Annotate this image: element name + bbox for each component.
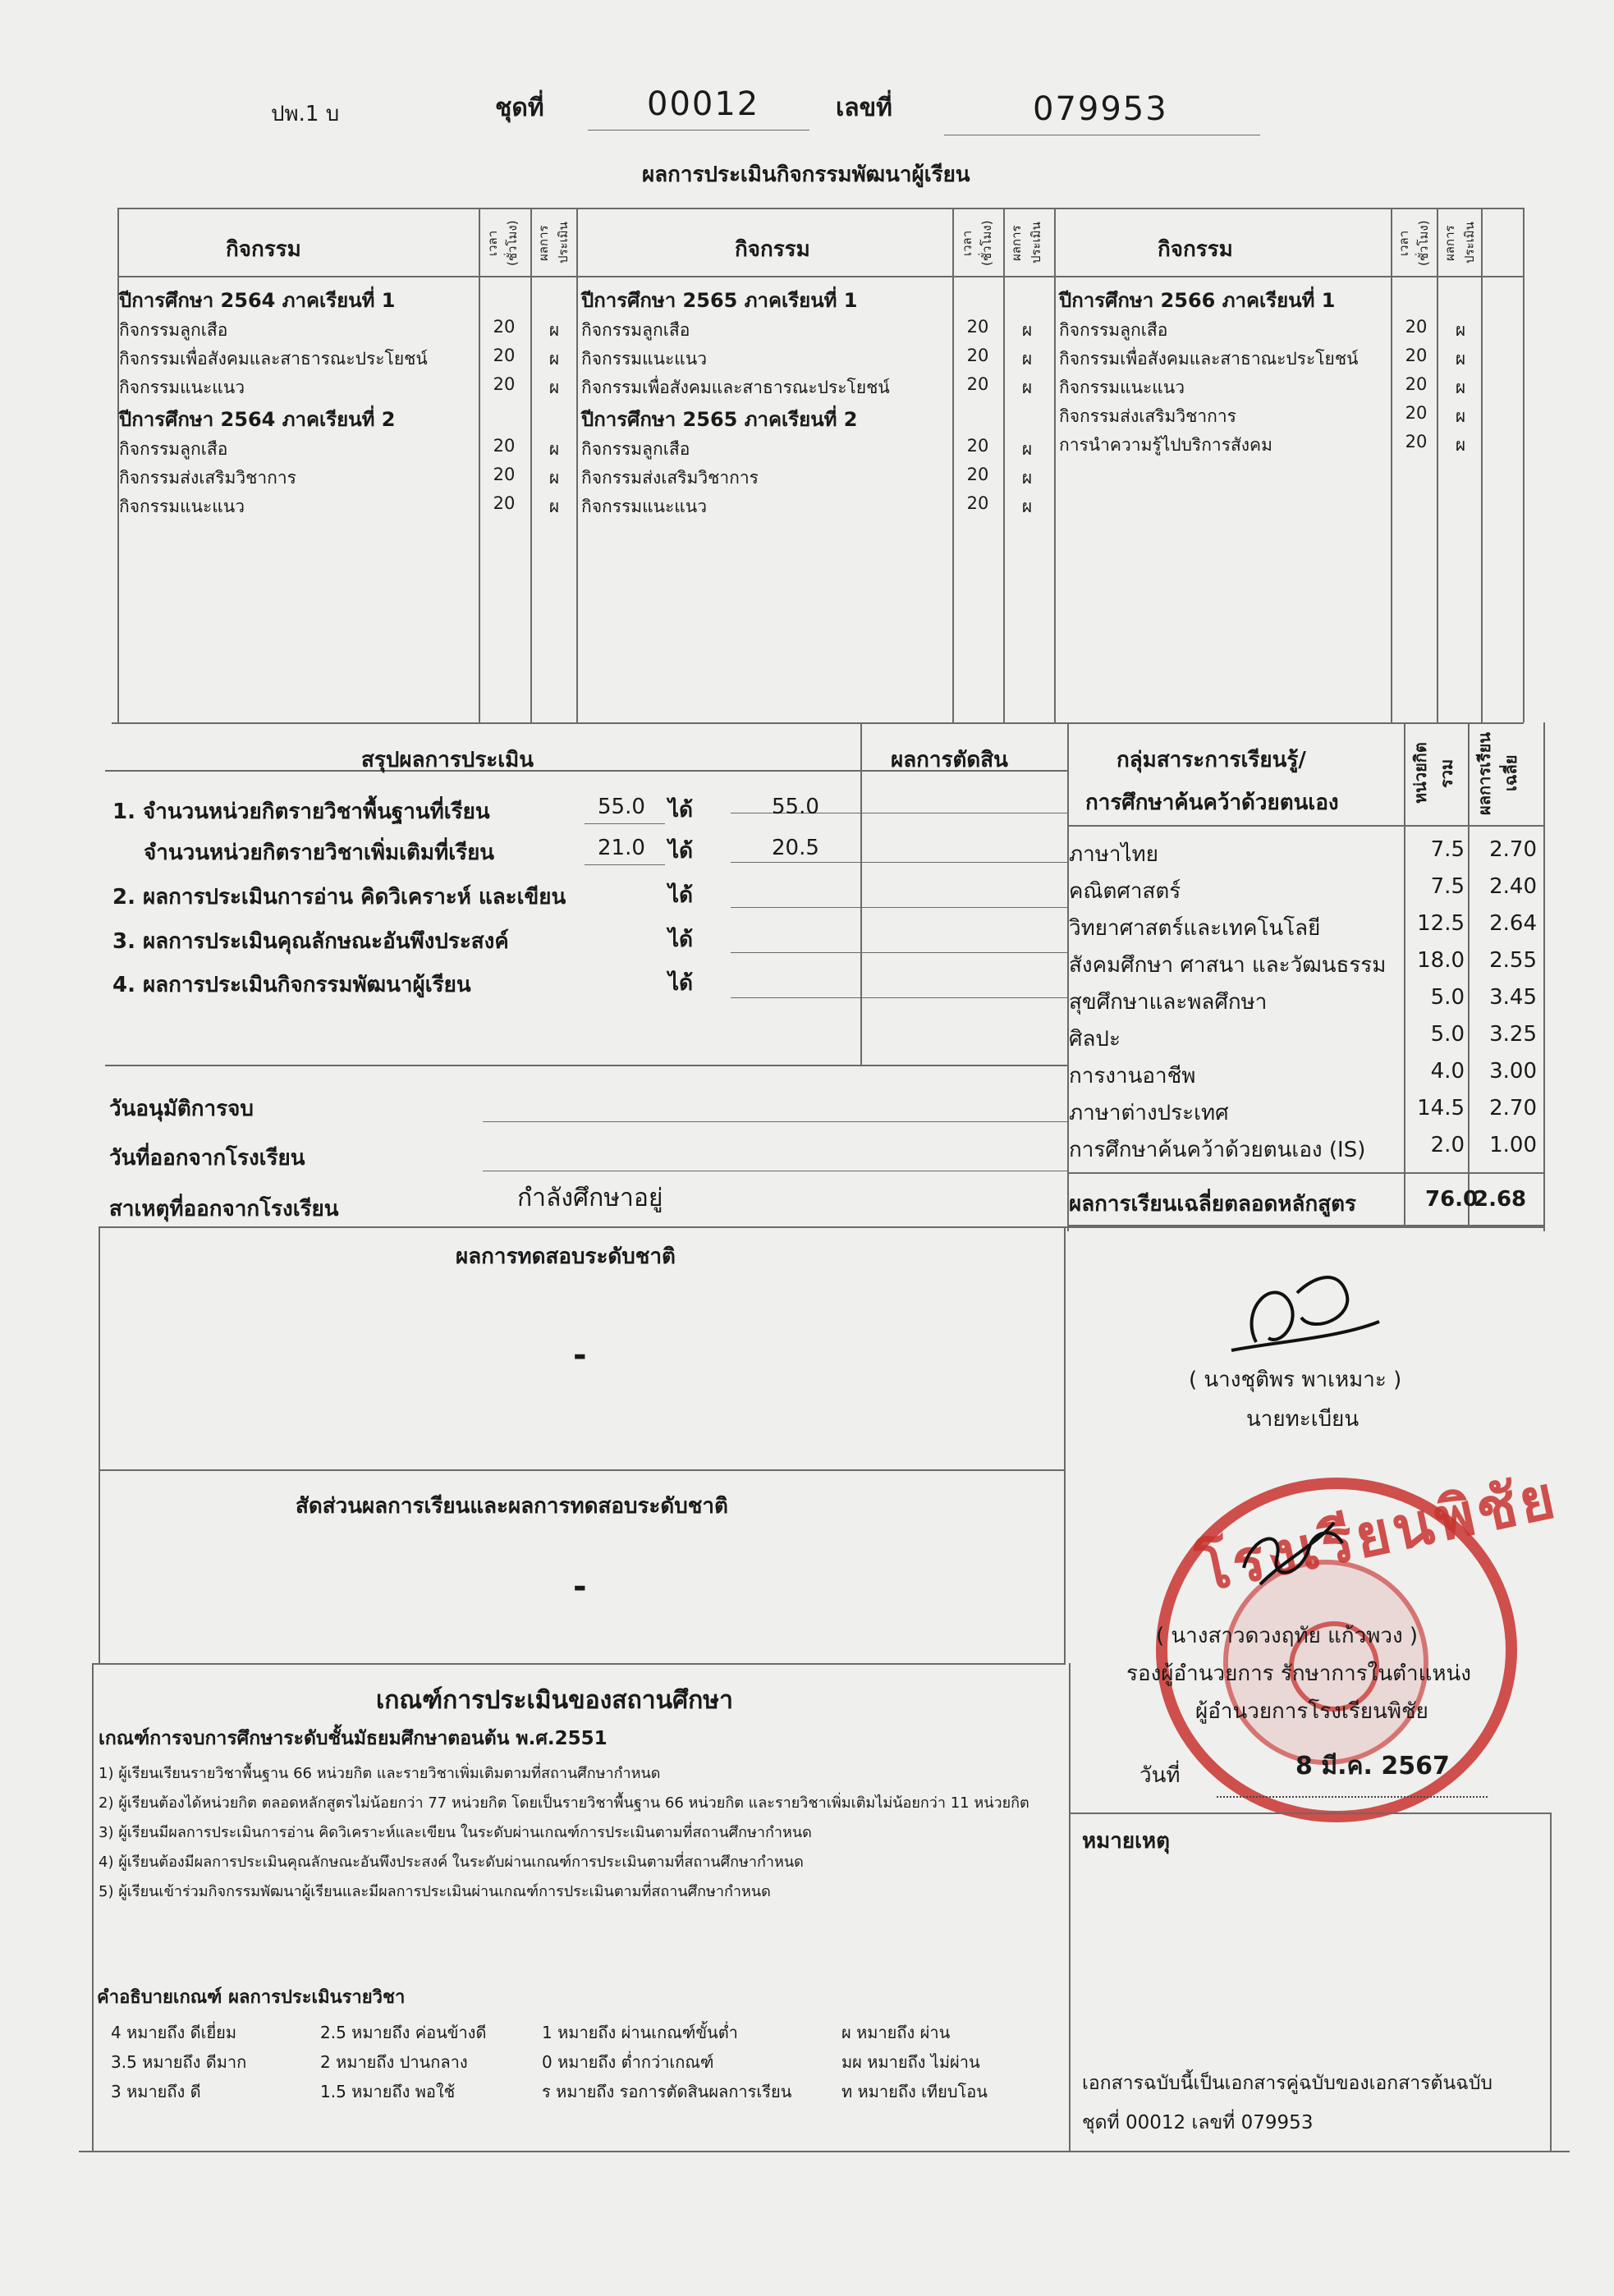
subject-credits: 5.0 xyxy=(1430,985,1465,1010)
ratio-value: - xyxy=(573,1568,587,1606)
activity-result: ผ xyxy=(1455,406,1466,426)
page-title: ผลการประเมินกิจกรรมพัฒนาผู้เรียน xyxy=(642,163,970,187)
activity-hours: 20 xyxy=(966,374,989,394)
criteria-item: 2) ผู้เรียนต้องได้หน่วยกิต ตลอดหลักสูตรไม่น้อยกว่า 77 หน่วยกิต โดยเป็นรายวิชาพื้นฐาน 66 หน่วยกิต และรายวิชาเพิ่มเติมไม่น้อยกว่า 11 หน่วยกิต xyxy=(99,1794,1029,1812)
director-name: ( นางสาวดวงฤทัย แก้วพวง ) xyxy=(1156,1624,1419,1648)
subject-credits: 4.0 xyxy=(1430,1059,1465,1084)
legend-entry: ผ หมายถึง ผ่าน xyxy=(841,2023,951,2042)
activity-col-header: กิจกรรม xyxy=(735,237,810,262)
subject-credits: 18.0 xyxy=(1417,948,1465,973)
subjects-total-credits: 76.0 xyxy=(1425,1187,1479,1212)
summary-item-1-value1: 55.0 xyxy=(598,795,645,819)
activity-name: กิจกรรมแนะแนว xyxy=(1059,378,1185,397)
director-title-line2: ผู้อำนวยการโรงเรียนพิชัย xyxy=(1195,1699,1428,1724)
remarks-line1: เอกสารฉบับนี้เป็นเอกสารคู่ฉบับของเอกสารต้นฉบับ xyxy=(1082,2073,1493,2094)
legend-entry: ร หมายถึง รอการตัดสินผลการเรียน xyxy=(542,2082,792,2101)
activity-col-header: กิจกรรม xyxy=(226,237,301,262)
summary-item-1b-got: ได้ xyxy=(668,839,693,864)
activity-hours: 20 xyxy=(493,465,516,484)
summary-item-3-got: ได้ xyxy=(668,928,693,952)
summary-item-4-label: 4. ผลการประเมินกิจกรรมพัฒนาผู้เรียน xyxy=(112,973,471,997)
activity-hours: 20 xyxy=(1405,432,1428,451)
summary-item-1-got: ได้ xyxy=(668,798,693,823)
subject-grade: 2.40 xyxy=(1489,874,1537,899)
legend-entry: 1.5 หมายถึง พอใช้ xyxy=(320,2082,456,2101)
activity-name: กิจกรรมเพื่อสังคมและสาธารณะประโยชน์ xyxy=(581,378,890,397)
activity-result: ผ xyxy=(1455,378,1466,397)
summary-item-1-label: 1. จำนวนหน่วยกิตรายวิชาพื้นฐานที่เรียน xyxy=(112,800,490,824)
subject-name: สังคมศึกษา ศาสนา และวัฒนธรรม xyxy=(1069,953,1387,978)
activity-result: ผ xyxy=(1021,497,1033,516)
summary-item-1b-value1: 21.0 xyxy=(598,836,645,860)
legend-entry: 2 หมายถึง ปานกลาง xyxy=(320,2052,468,2072)
registrar-name: ( นางชุติพร พาเหมาะ ) xyxy=(1189,1368,1402,1392)
hours-header: เวลา (ชั่วโมง) xyxy=(1396,220,1431,266)
legend-entry: 3.5 หมายถึง ดีมาก xyxy=(111,2052,247,2072)
date-label: วันที่ xyxy=(1139,1763,1181,1788)
result-header: ผลการ ประเมิน xyxy=(536,222,571,264)
legend-title: คำอธิบายเกณฑ์ ผลการประเมินรายวิชา xyxy=(97,1987,406,2008)
date-value: 8 มี.ค. 2567 xyxy=(1295,1752,1450,1780)
activity-name: กิจกรรมแนะแนว xyxy=(581,497,707,516)
subject-credits: 2.0 xyxy=(1430,1133,1465,1157)
activity-result: ผ xyxy=(1021,349,1033,369)
activity-result: ผ xyxy=(548,497,560,516)
activity-name: กิจกรรมเพื่อสังคมและสาธารณะประโยชน์ xyxy=(119,349,428,369)
activity-hours: 20 xyxy=(966,493,989,513)
subject-grade: 2.55 xyxy=(1489,948,1537,973)
legend-entry: 2.5 หมายถึง ค่อนข้างดี xyxy=(320,2023,487,2042)
subject-credits: 12.5 xyxy=(1417,911,1465,936)
summary-item-3-label: 3. ผลการประเมินคุณลักษณะอันพึงประสงค์ xyxy=(112,929,509,954)
activity-hours: 20 xyxy=(493,436,516,456)
result-header: ผลการ ประเมิน xyxy=(1442,222,1477,264)
subject-credits: 7.5 xyxy=(1430,837,1465,862)
summary-item-4-got: ได้ xyxy=(668,971,693,996)
activity-result: ผ xyxy=(548,468,560,488)
result-header: ผลการ ประเมิน xyxy=(1009,222,1043,264)
criteria-subtitle: เกณฑ์การจบการศึกษาระดับชั้นมัธยมศึกษาตอนต้น พ.ศ.2551 xyxy=(99,1728,608,1749)
activity-name: กิจกรรมแนะแนว xyxy=(119,378,245,397)
activity-hours: 20 xyxy=(493,374,516,394)
activity-result: ผ xyxy=(1021,439,1033,459)
activity-term-heading: ปีการศึกษา 2566 ภาคเรียนที่ 1 xyxy=(1059,289,1336,312)
director-signature xyxy=(1227,1510,1350,1601)
subjects-total-grade: 2.68 xyxy=(1474,1187,1527,1212)
leave-reason-value: กำลังศึกษาอยู่ xyxy=(517,1184,663,1212)
activity-term-heading: ปีการศึกษา 2564 ภาคเรียนที่ 1 xyxy=(119,289,396,312)
activity-result: ผ xyxy=(1455,320,1466,340)
summary-item-1-value2: 55.0 xyxy=(772,795,819,819)
activity-name: กิจกรรมลูกเสือ xyxy=(581,320,690,340)
activity-term-heading: ปีการศึกษา 2565 ภาคเรียนที่ 2 xyxy=(581,408,858,431)
national-test-value: - xyxy=(573,1336,587,1374)
activity-hours: 20 xyxy=(966,346,989,365)
activity-hours: 20 xyxy=(1405,317,1428,337)
activity-result: ผ xyxy=(1455,349,1466,369)
criteria-item: 1) ผู้เรียนเรียนรายวิชาพื้นฐาน 66 หน่วยกิต และรายวิชาเพิ่มเติมตามที่สถานศึกษากำหนด xyxy=(99,1765,661,1782)
set-label: ชุดที่ xyxy=(495,94,544,122)
subject-name: คณิตศาสตร์ xyxy=(1069,879,1181,904)
subject-name: สุขศึกษาและพลศึกษา xyxy=(1069,990,1268,1015)
subject-credits: 5.0 xyxy=(1430,1022,1465,1047)
subject-credits: 7.5 xyxy=(1430,874,1465,899)
legend-entry: ท หมายถึง เทียบโอน xyxy=(841,2082,988,2101)
activity-hours: 20 xyxy=(966,465,989,484)
activity-name: กิจกรรมเพื่อสังคมและสาธาณะประโยชน์ xyxy=(1059,349,1359,369)
subject-name: วิทยาศาสตร์และเทคโนโลยี xyxy=(1069,916,1321,941)
activity-result: ผ xyxy=(548,349,560,369)
activity-hours: 20 xyxy=(1405,403,1428,423)
criteria-item: 4) ผู้เรียนต้องมีผลการประเมินคุณลักษณะอันพึงประสงค์ ในระดับผ่านเกณฑ์การประเมินตามที่สถานศึกษากำหนด xyxy=(99,1854,804,1871)
activity-hours: 20 xyxy=(1405,346,1428,365)
leave-date-label: วันที่ออกจากโรงเรียน xyxy=(109,1146,305,1171)
summary-title: สรุปผลการประเมิน xyxy=(361,748,534,772)
activity-name: กิจกรรมแนะแนว xyxy=(119,497,245,516)
hours-header: เวลา (ชั่วโมง) xyxy=(485,220,520,266)
subject-grade: 3.45 xyxy=(1489,985,1537,1010)
legend-entry: 4 หมายถึง ดีเยี่ยม xyxy=(111,2023,237,2042)
approve-date-label: วันอนุมัติการจบ xyxy=(109,1097,254,1121)
activity-name: กิจกรรมส่งเสริมวิชาการ xyxy=(1059,406,1236,426)
summary-item-1b-value2: 20.5 xyxy=(772,836,819,860)
criteria-item: 5) ผู้เรียนเข้าร่วมกิจกรรมพัฒนาผู้เรียนและมีผลการประเมินผ่านเกณฑ์การประเมินตามที่สถานศึกษากำหนด xyxy=(99,1883,771,1900)
activity-hours: 20 xyxy=(1405,374,1428,394)
activity-term-heading: ปีการศึกษา 2564 ภาคเรียนที่ 2 xyxy=(119,408,396,431)
activity-name: การนำความรู้ไปบริการสังคม xyxy=(1059,435,1272,455)
activity-result: ผ xyxy=(1455,435,1466,455)
subject-grade: 3.00 xyxy=(1489,1059,1537,1084)
activity-name: กิจกรรมแนะแนว xyxy=(581,349,707,369)
number-value: 079953 xyxy=(1033,90,1168,128)
activity-hours: 20 xyxy=(493,493,516,513)
activity-name: กิจกรรมส่งเสริมวิชาการ xyxy=(581,468,759,488)
criteria-item: 3) ผู้เรียนมีผลการประเมินการอ่าน คิดวิเคราะห์และเขียน ในระดับผ่านเกณฑ์การประเมินตามที่สถานศึกษากำหนด xyxy=(99,1824,812,1841)
activity-result: ผ xyxy=(548,378,560,397)
remarks-title: หมายเหตุ xyxy=(1082,1829,1171,1854)
subjects-header-line1: กลุ่มสาระการเรียนรู้/ xyxy=(1117,748,1306,772)
hours-header: เวลา (ชั่วโมง) xyxy=(960,220,994,266)
subject-grade: 2.64 xyxy=(1489,911,1537,936)
remarks-line2: ชุดที่ 00012 เลขที่ 079953 xyxy=(1082,2112,1314,2133)
set-value: 00012 xyxy=(647,85,760,123)
activity-name: กิจกรรมลูกเสือ xyxy=(1059,320,1168,340)
activity-result: ผ xyxy=(1021,320,1033,340)
activity-result: ผ xyxy=(548,439,560,459)
activity-hours: 20 xyxy=(493,346,516,365)
activity-col-header: กิจกรรม xyxy=(1158,237,1233,262)
summary-item-2-label: 2. ผลการประเมินการอ่าน คิดวิเคราะห์ และเขียน xyxy=(112,885,566,910)
subject-name: ศิลปะ xyxy=(1069,1027,1121,1052)
registrar-title: นายทะเบียน xyxy=(1246,1407,1360,1432)
number-label: เลขที่ xyxy=(836,94,892,122)
director-title-line1: รองผู้อำนวยการ รักษาการในตำแหน่ง xyxy=(1126,1661,1471,1686)
activity-name: กิจกรรมลูกเสือ xyxy=(581,439,690,459)
subject-grade: 1.00 xyxy=(1489,1133,1537,1157)
activity-name: กิจกรรมลูกเสือ xyxy=(119,320,228,340)
set-underline xyxy=(588,130,809,131)
summary-item-2-got: ได้ xyxy=(668,883,693,908)
activity-hours: 20 xyxy=(493,317,516,337)
subjects-total-label: ผลการเรียนเฉลี่ยตลอดหลักสูตร xyxy=(1069,1192,1356,1217)
activity-hours: 20 xyxy=(966,436,989,456)
subject-credits: 14.5 xyxy=(1417,1096,1465,1121)
form-label: ปพ.1 บ xyxy=(271,102,340,126)
legend-entry: 3 หมายถึง ดี xyxy=(111,2082,201,2101)
activity-name: กิจกรรมส่งเสริมวิชาการ xyxy=(119,468,296,488)
subject-grade: 3.25 xyxy=(1489,1022,1537,1047)
ratio-title: สัดส่วนผลการเรียนและผลการทดสอบระดับชาติ xyxy=(296,1494,728,1519)
activity-name: กิจกรรมลูกเสือ xyxy=(119,439,228,459)
subject-grade: 2.70 xyxy=(1489,837,1537,862)
registrar-signature xyxy=(1223,1260,1387,1367)
summary-item-1b-label: จำนวนหน่วยกิตรายวิชาเพิ่มเติมที่เรียน xyxy=(144,841,495,865)
decision-header: ผลการตัดสิน xyxy=(891,748,1008,772)
subject-name: การศึกษาค้นคว้าด้วยตนเอง (IS) xyxy=(1069,1138,1366,1162)
subject-name: ภาษาไทย xyxy=(1069,842,1158,867)
activity-term-heading: ปีการศึกษา 2565 ภาคเรียนที่ 1 xyxy=(581,289,858,312)
legend-entry: 0 หมายถึง ต่ำกว่าเกณฑ์ xyxy=(542,2052,714,2072)
subject-name: ภาษาต่างประเทศ xyxy=(1069,1101,1229,1125)
activity-result: ผ xyxy=(1021,468,1033,488)
subject-grade: 2.70 xyxy=(1489,1096,1537,1121)
activity-hours: 20 xyxy=(966,317,989,337)
activity-result: ผ xyxy=(548,320,560,340)
national-test-title: ผลการทดสอบระดับชาติ xyxy=(456,1244,676,1269)
credits-header: หน่วยกิต รวม xyxy=(1410,742,1456,804)
subjects-header-line2: การศึกษาค้นคว้าด้วยตนเอง xyxy=(1085,791,1339,815)
legend-entry: มผ หมายถึง ไม่ผ่าน xyxy=(841,2052,980,2072)
activity-result: ผ xyxy=(1021,378,1033,397)
grade-header: ผลการเรียน เฉลี่ย xyxy=(1474,731,1520,815)
legend-entry: 1 หมายถึง ผ่านเกณฑ์ขั้นต่ำ xyxy=(542,2023,738,2042)
leave-reason-label: สาเหตุที่ออกจากโรงเรียน xyxy=(109,1197,339,1221)
subject-name: การงานอาชีพ xyxy=(1069,1064,1196,1088)
criteria-title: เกณฑ์การประเมินของสถานศึกษา xyxy=(376,1686,733,1715)
date-underline xyxy=(1217,1796,1488,1798)
seal-text: โรงเรียนพิชัย xyxy=(1191,1461,1564,1606)
